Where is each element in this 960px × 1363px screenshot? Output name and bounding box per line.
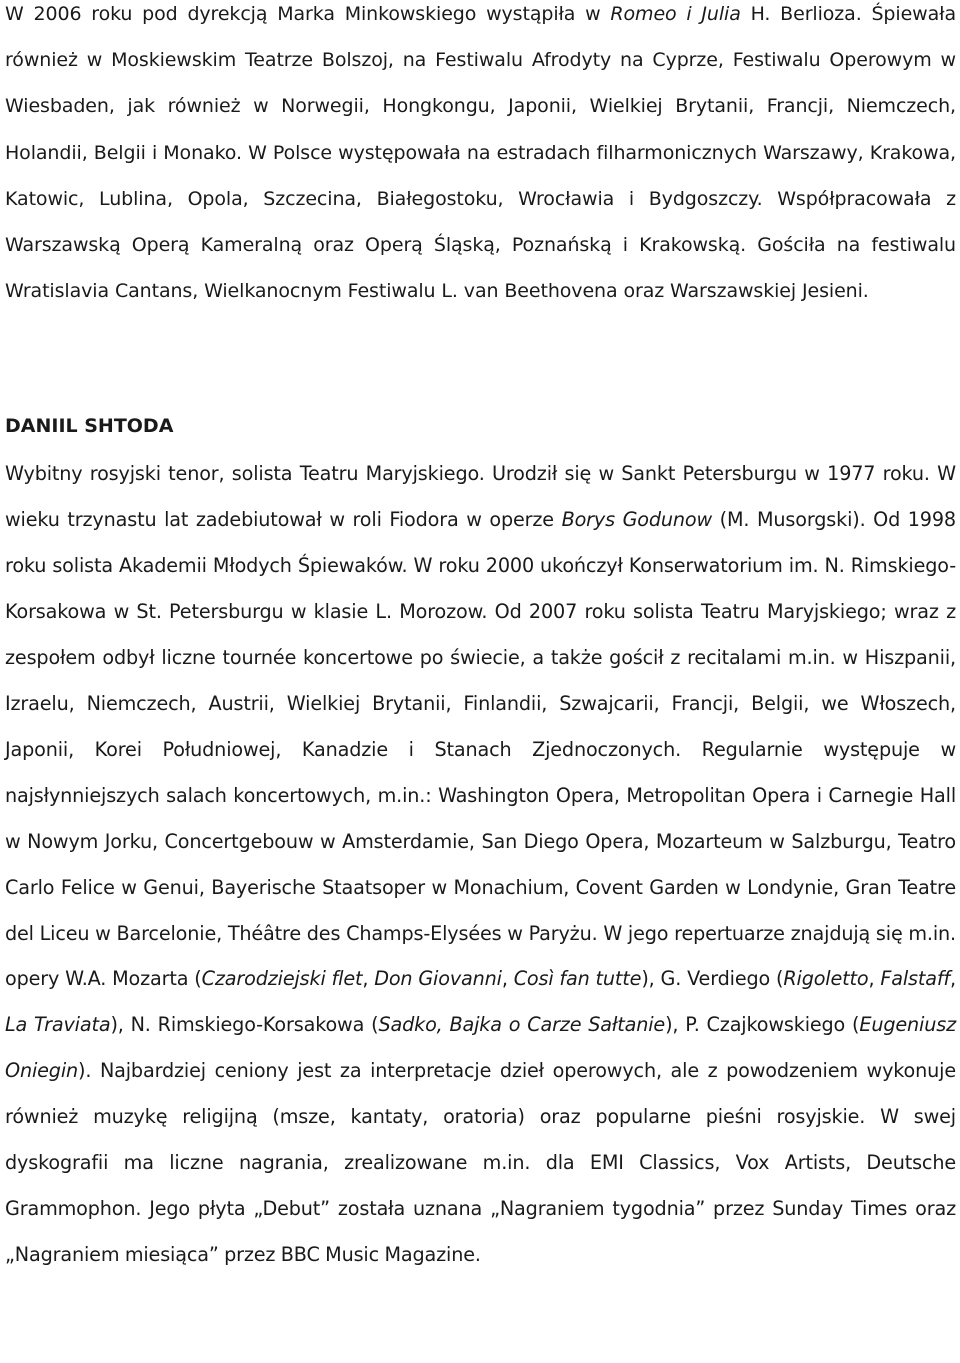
text-run: ). Najbardziej ceniony jest za interpretacje dzieł operowych, ale z powodzeniem wykonuje również muzykę religijną (msze, kantaty, oratoria) oraz popularne pieśni rosyjskie. W swej dyskografii ma liczne nagrania, zrealizowane m.in. dla EMI Classics, Vox Artists, Deutsche Grammophon. Jego płyta „Debut” została uznana „Nagraniem tygodnia” przez Sunday Times oraz „Nagraniem miesiąca” przez BBC Music Magazine. [5, 1059, 956, 1267]
italic-title-czarodziejski-flet: Czarodziejski flet [201, 967, 363, 991]
italic-title-la-traviata: La Traviata [5, 1013, 111, 1037]
text-run: , [501, 967, 514, 991]
italic-title-romeo-i-julia: Romeo i Julia [610, 3, 741, 25]
italic-title-don-giovanni: Don Giovanni [374, 967, 502, 991]
text-run: , [950, 967, 956, 991]
italic-title-sadko-bajka-o-carze-saltanie: Sadko, Bajka o Carze Sałtanie [378, 1013, 666, 1037]
text-run: ), N. Rimskiego-Korsakowa ( [110, 1013, 379, 1037]
paragraph-biography-soprano [5, 0, 956, 314]
text-run: W 2006 roku pod dyrekcją Marka Minkowskiego wystąpiła w [5, 3, 611, 25]
italic-title-borys-godunow: Borys Godunow [561, 507, 713, 531]
italic-title-rigoletto: Rigoletto [783, 967, 869, 991]
text-run: ), P. Czajkowskiego ( [665, 1013, 860, 1037]
italic-title-eugeniusz-oniegin: Eugeniusz Oniegin [5, 1013, 957, 1083]
text-run: , [362, 967, 375, 991]
text-run: (M. Musorgski). Od 1998 roku solista Akademii Młodych Śpiewaków. W roku 2000 ukończył Konserwatorium im. N. Rimskiego-Korsakowa w St. Petersburgu w klasie L. Morozow. Od 2007 roku solista Teatru Maryjskiego; wraz z zespołem odbył liczne tournée koncertowe po świecie, a także gościł z recitalami m.in. w Hiszpanii, Izraelu, Niemczech, Austrii, Wielkiej Brytanii, Finlandii, Szwajcarii, Francji, Belgii, we Włoszech, Japonii, Korei Południowej, Kanadzie i Stanach Zjednoczonych. Regularnie występuje w najsłynniejszych salach koncertowych, m.in.: Washington Opera, Metropolitan Opera i Carnegie Hall w Nowym Jorku, Concertgebouw w Amsterdamie, San Diego Opera, Mozarteum w Salzburgu, Teatro Carlo Felice w Genui, Bayerische Staatsoper w Monachium, Covent Garden w Londynie, Gran Teatre del Liceu w Barcelonie, Théâtre des Champs-Elysées w Paryżu. W jego repertuarze znajdują się m.in. opery W.A. Mozarta ( [5, 507, 956, 991]
text-run: H. Berlioza. Śpiewała również w Moskiewskim Teatrze Bolszoj, na Festiwalu Afrodyty na Cyprze, Festiwalu Operowym w Wiesbaden, jak również w Norwegii, Hongkongu, Japonii, Wielkiej Brytanii, Francji, Niemczech, Holandii, Belgii i Monako. W Polsce występowała na estradach filharmonicznych Warszawy, Krakowa, Katowic, Lublina, Opola, Szczecina, Białegostoku, Wrocławia i Bydgoszczy. Współpracowała z Warszawską Operą Kameralną oraz Operą Śląską, Poznańską i Krakowską. Gościła na festiwalu Wratislavia Cantans, Wielkanocnym Festiwalu L. van Beethovena oraz Warszawskiej Jesieni. [5, 3, 956, 303]
text-run: , [868, 967, 881, 991]
text-run: Wybitny rosyjski tenor, solista Teatru Maryjskiego. Urodził się w Sankt Petersburgu w 1977 roku. W wieku trzynastu lat zadebiutował w roli Fiodora w operze [5, 462, 956, 531]
paragraph-biography-daniil-shtoda [5, 451, 956, 1278]
text-run: ), G. Verdiego ( [641, 967, 784, 991]
italic-title-cosi-fan-tutte: Così fan tutte [513, 967, 642, 991]
section-heading-daniil-shtoda: DANIIL SHTODA [5, 415, 174, 437]
italic-title-falstaff: Falstaff [880, 967, 951, 991]
